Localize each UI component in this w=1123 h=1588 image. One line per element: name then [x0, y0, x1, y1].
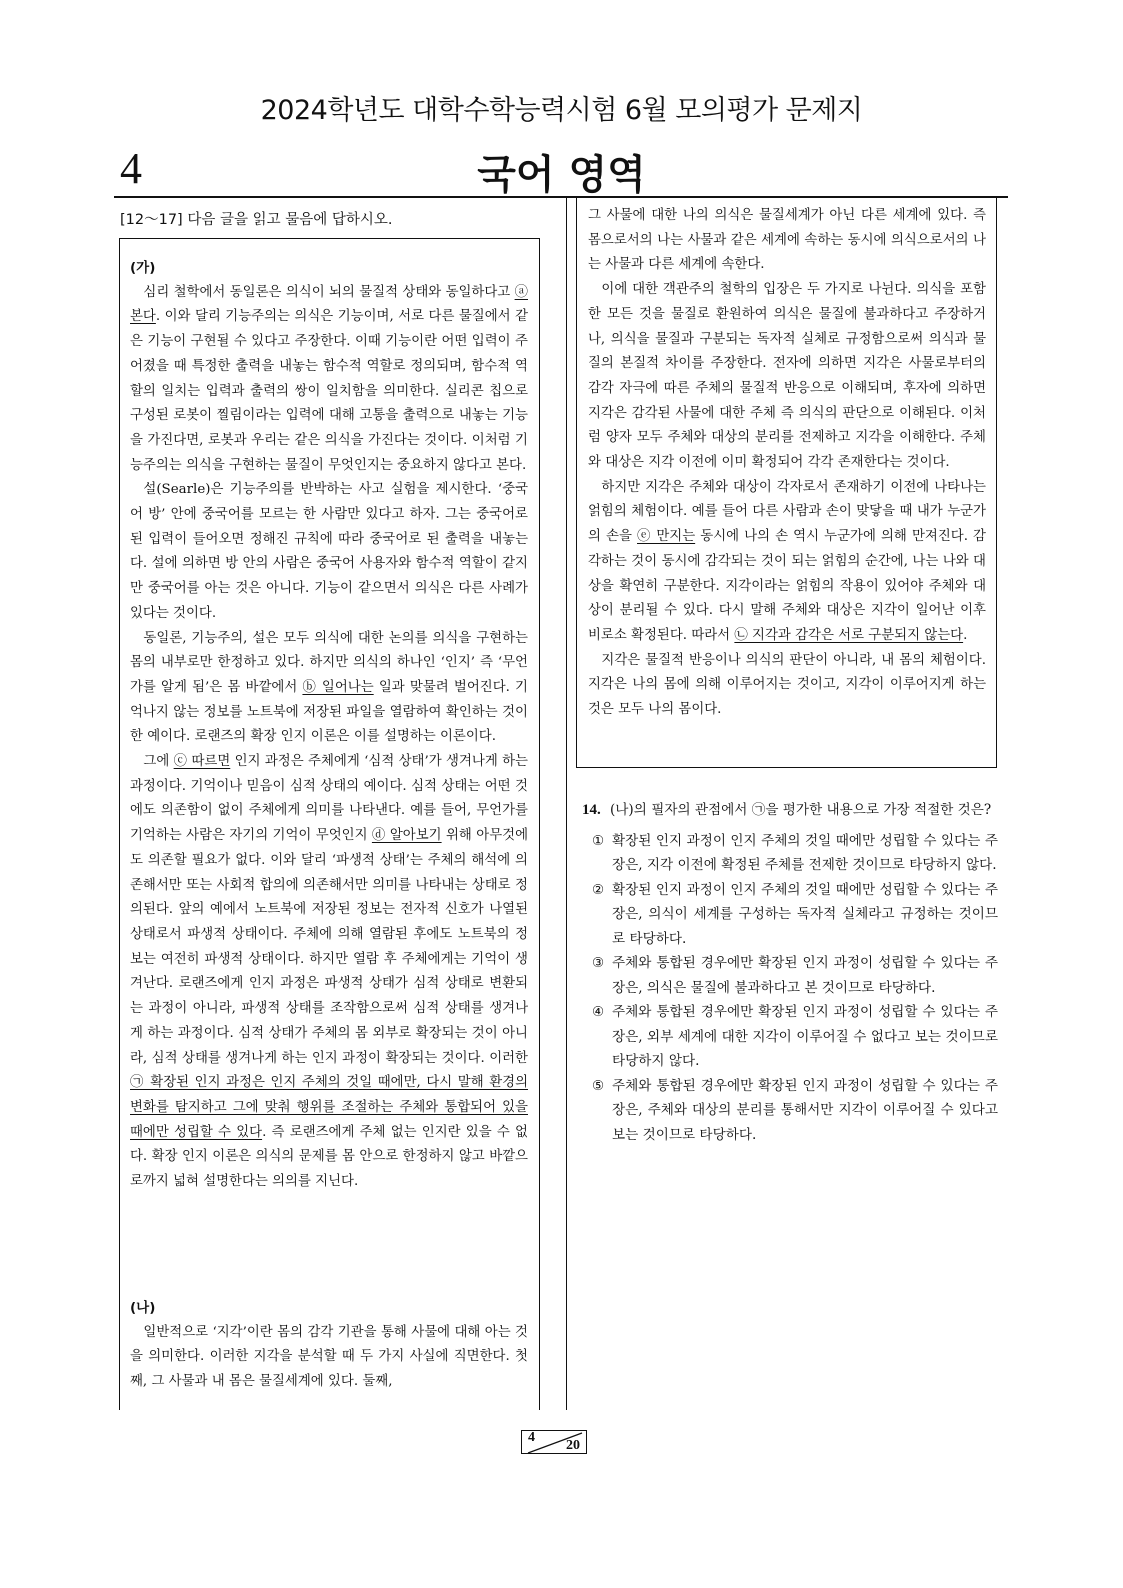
underlined-phrase: ⓔ 만지는 — [637, 529, 696, 545]
exam-title: 2024학년도 대학수학능력시험 6월 모의평가 문제지 — [260, 95, 863, 126]
passage-ga-paragraph: 심리 철학에서 동일론은 의식이 뇌의 물질적 상태와 동일하다고 ⓐ 본다. 이와 달리 기능주의는 의식은 기능이며, 서로 다른 물질에서 같은 기능이 구현될 수 있다고 주장한다. 이때 기능이란 어떤 입력이 주어졌을 때 특정한 출력을 내놓는 함수적 역할로 정의되며, 함수적 역할의 일치는 입력과 출력의 쌍이 일치함을 의미한다. 실리콘 칩으로 구성된 로봇이 찔림이라는 입력에 대해 고통을 출력으로 내놓는 기능을 가진다면, 로봇과 우리는 같은 의식을 가진다는 것이다. 이처럼 기능주의는 의식을 구현하는 물질이 무엇인지는 중요하지 않다고 본다. — [130, 284, 528, 473]
question-stem — [582, 798, 998, 823]
passage-na-continued — [588, 204, 986, 723]
page-indicator — [521, 1430, 587, 1454]
underlined-phrase: ⓐ 본다 — [130, 284, 528, 325]
choice-text: 확장된 인지 과정이 인지 주체의 것일 때에만 성립할 수 있다는 주장은, 의식이 세계를 구성하는 독자적 실체라고 규정하는 것이므로 타당하다. — [612, 881, 998, 947]
answer-choice[interactable] — [592, 951, 998, 1000]
passage-na-paragraph: 하지만 지각은 주체와 대상이 각자로서 존재하기 이전에 나타나는 얽힘의 체험이다. 예를 들어 다른 사람과 손이 맞닿을 때 내가 누군가의 손을 ⓔ 만지는 동시에 나의 손 역시 누군가에 의해 만져진다. 감각하는 것이 동시에 감각되는 것이 되는 얽힘의 순간에, 나는 나와 대상을 확연히 구분한다. 지각이라는 얽힘의 작용이 있어야 주체와 대상이 분리될 수 있다. 다시 말해 주체와 대상은 지각이 일어난 이후 비로소 확정된다. 따라서 ㉡ 지각과 감각은 서로 구분되지 않는다. — [588, 479, 986, 643]
choice-marker: ③ — [592, 955, 605, 971]
passage-na-body-left — [130, 1321, 528, 1395]
underlined-phrase: ⓓ 알아보기 — [371, 828, 442, 844]
choice-marker: ⑤ — [592, 1077, 605, 1094]
answer-choice[interactable] — [592, 878, 998, 952]
choice-marker: ① — [592, 832, 605, 849]
answer-choice[interactable] — [592, 829, 998, 878]
choice-text: 확장된 인지 과정이 인지 주체의 것일 때에만 성립할 수 있다는 주장은, 지각 이전에 확정된 주체를 전제한 것이므로 타당하지 않다. — [612, 832, 998, 873]
passage-ga — [130, 256, 528, 1195]
question-number: 14. — [582, 802, 601, 818]
column-divider — [566, 198, 567, 1410]
question-14 — [582, 798, 998, 1147]
answer-choices — [582, 829, 998, 1148]
passage-na-body-right — [588, 204, 986, 723]
passage-na-paragraph: 지각은 물질적 반응이나 의식의 판단이 아니라, 내 몸의 체험이다. 지각은 나의 몸에 의해 이루어지는 것이고, 지각이 이루어지게 하는 것은 모두 나의 몸이다. — [588, 652, 986, 718]
choice-marker: ④ — [592, 1004, 605, 1020]
underlined-phrase: ⓒ 따르면 — [173, 754, 231, 770]
choice-text: 주체와 통합된 경우에만 확장된 인지 과정이 성립할 수 있다는 주장은, 외부 세계에 대한 지각이 이루어질 수 없다고 보는 것이므로 타당하지 않다. — [612, 1004, 998, 1069]
passage-na-paragraph: 이에 대한 객관주의 철학의 입장은 두 가지로 나뉜다. 의식을 포함한 모든 것을 물질로 환원하여 의식은 물질에 불과하다고 주장하거나, 의식을 물질과 구분되는 독자적 실체로 규정함으로써 의식과 물질의 본질적 차이를 주장한다. 전자에 의하면 지각은 사물로부터의 감각 자극에 따른 주체의 물질적 반응으로 이해되며, 후자에 의하면 지각은 감각된 사물에 대한 주체 즉 의식의 판단으로 이해된다. 이처럼 양자 모두 주체와 대상의 분리를 전제하고 지각을 이해한다. 주체와 대상은 지각 이전에 이미 확정되어 각각 존재한다는 것이다. — [588, 282, 986, 471]
underlined-phrase: ㉠ 확장된 인지 과정은 인지 주체의 것일 때에만, 다시 말해 환경의 변화를 탐지하고 그에 맞춰 행위를 조절하는 주체와 통합되어 있을 때에만 성립할 수 있다 — [130, 1075, 528, 1140]
passage-ga-body — [130, 281, 528, 1195]
choice-text: 주체와 통합된 경우에만 확장된 인지 과정이 성립할 수 있다는 주장은, 의식은 물질에 불과하다고 본 것이므로 타당하다. — [612, 955, 998, 996]
passage-ga-paragraph: 그에 ⓒ 따르면 인지 과정은 주체에게 ‘심적 상태’가 생겨나게 하는 과정이다. 기억이나 믿음이 심적 상태의 예이다. 심적 상태는 어떤 것에도 의존함이 없이 주체에게 의미를 나타낸다. 예를 들어, 무언가를 기억하는 사람은 자기의 기억이 무엇인지 ⓓ 알아보기 위해 아무것에도 의존할 필요가 없다. 이와 달리 ‘파생적 상태’는 주체의 해석에 의존해서만 또는 사회적 합의에 의존해서만 의미를 나타내는 상태로 정의된다. 앞의 예에서 노트북에 저장된 정보는 전자적 신호가 나열된 상태로서 파생적 상태이다. 주체에 의해 열람된 후에도 노트북의 정보는 여전히 파생적 상태이다. 하지만 열람 후 주체에게는 기억이 생겨난다. 로랜즈에게 인지 과정은 파생적 상태가 심적 상태로 변환되는 과정이 아니라, 파생적 상태를 조작함으로써 심적 상태를 생겨나게 하는 과정이다. 심적 상태가 주체의 몸 외부로 확장되는 것이 아니라, 심적 상태를 생겨나게 하는 인지 과정이 확장되는 것이다. 이러한 ㉠ 확장된 인지 과정은 인지 주체의 것일 때에만, 다시 말해 환경의 변화를 탐지하고 그에 맞춰 행위를 조절하는 주체와 통합되어 있을 때에만 성립할 수 있다. 즉 로랜즈에게 주체 없는 인지란 있을 수 없다. 확장 인지 이론은 의식의 문제를 몸 안으로 한정하지 않고 바깥으로까지 넓혀 설명한다는 의의를 지닌다. — [130, 754, 529, 1190]
passage-ga-label: (가) — [130, 260, 156, 276]
passage-na-paragraph: 그 사물에 대한 나의 의식은 물질세계가 아닌 다른 세계에 있다. 즉 몸으로서의 나는 사물과 같은 세계에 속하는 동시에 의식으로서의 나는 사물과 다른 세계에 속한다. — [588, 208, 986, 273]
passage-na-paragraph: 일반적으로 ‘지각’이란 몸의 감각 기관을 통해 사물에 대해 아는 것을 의미한다. 이러한 지각을 분석할 때 두 가지 사실에 직면한다. 첫째, 그 사물과 내 몸은 물질세계에 있다. 둘째, — [130, 1324, 528, 1390]
passage-ga-paragraph: 동일론, 기능주의, 설은 모두 의식에 대한 논의를 의식을 구현하는 몸의 내부로만 한정하고 있다. 하지만 의식의 하나인 ‘인지’ 즉 ‘무언가를 알게 됨’은 몸 바깥에서 ⓑ 일어나는 일과 맞물려 벌어진다. 기억나지 않는 정보를 노트북에 저장된 파일을 열람하여 확인하는 것이 한 예이다. 로랜즈의 확장 인지 이론은 이를 설명하는 이론이다. — [130, 630, 528, 745]
answer-choice[interactable] — [592, 1074, 998, 1148]
passage-na-start — [130, 1296, 528, 1395]
total-pages: 20 — [566, 1438, 580, 1453]
underlined-phrase: ⓑ 일어나는 — [302, 679, 374, 695]
answer-choice[interactable] — [592, 1000, 998, 1074]
underlined-phrase: ㉡ 지각과 감각은 서로 구분되지 않는다 — [734, 627, 964, 643]
instruction-text: [12～17] 다음 글을 읽고 물음에 답하시오. — [120, 212, 393, 228]
page-number: 4 — [120, 144, 142, 193]
passage-na-label: (나) — [130, 1300, 156, 1316]
question-text: (나)의 필자의 관점에서 ㉠을 평가한 내용으로 가장 적절한 것은? — [610, 802, 992, 818]
choice-marker: ② — [592, 881, 605, 898]
current-page: 4 — [528, 1430, 535, 1445]
choice-text: 주체와 통합된 경우에만 확장된 인지 과정이 성립할 수 있다는 주장은, 주체와 대상의 분리를 통해서만 지각이 이루어질 수 있다고 보는 것이므로 타당하다. — [612, 1077, 998, 1143]
subject-title: 국어 영역 — [477, 152, 646, 198]
passage-ga-paragraph: 설(Searle)은 기능주의를 반박하는 사고 실험을 제시한다. ‘중국어 방’ 안에 중국어를 모르는 한 사람만 있다고 하자. 그는 중국어로 된 입력이 들어오면 정해진 규칙에 따라 중국어로 된 출력을 내놓는다. 설에 의하면 방 안의 사람은 중국어 사용자와 함수적 역할이 같지만 중국어를 아는 것은 아니다. 기능이 같으면서 의식은 다른 사례가 있다는 것이다. — [130, 482, 528, 621]
